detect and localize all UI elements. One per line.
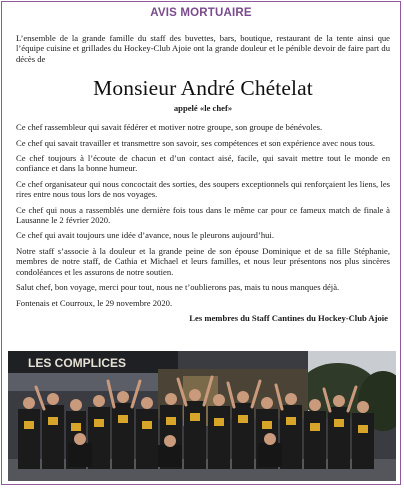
signature: Les membres du Staff Cantines du Hockey-Club Ajoie	[189, 312, 388, 323]
tribute-paragraph: Ce chef qui avait toujours une idée d’avance, nous le pleurons aujourd’hui.	[16, 230, 274, 241]
tribute-paragraph: Ce chef toujours à l’écoute de chacun et d’un contact aisé, facile, qui savait mettre tout le monde en confiance et dans la bonne humeur.	[16, 153, 390, 174]
tribute-paragraph: Ce chef organisateur qui nous concoctait des sorties, des soupers exceptionnels qui renforçaient les liens, les rires entre nous tous lors de nos voyages.	[16, 178, 390, 200]
intro-paragraph: L’ensemble de la grande famille du staff des buvettes, bars, boutique, restaurant de la tente ainsi que l’équipe cuisine et grillades du Hockey-Club Ajoie ont la grande douleur et le pénible devoir de faire part du décès de	[16, 33, 390, 64]
group-photo-illustration	[8, 351, 396, 481]
deceased-name: Monsieur André Chételat	[93, 76, 313, 101]
obituary-notice	[1, 1, 401, 485]
notice-header: AVIS MORTUAIRE	[150, 7, 252, 19]
deceased-nickname: appelé «le chef»	[173, 103, 233, 114]
condolence-paragraph: Notre staff s’associe à la douleur et la grande peine de son épouse Dominique et de sa fille Stéphanie, membres de notre staff, de Cathia et Michael et leurs familles, et nous leur présentons nos plus sincères condoléances et les assurons de notre soutien.	[16, 245, 390, 277]
farewell-paragraph: Salut chef, bon voyage, merci pour tout, nous ne t’oublierons pas, mais tu nous manques déjà.	[16, 282, 340, 293]
tribute-paragraph: Ce chef rassembleur qui savait fédérer et motiver notre groupe, son groupe de bénévoles.	[16, 122, 323, 133]
tribute-paragraph: Ce chef qui nous a rassemblés une dernière fois tous dans le même car pour ce fameux match de finale à Lausanne le 2 février 2020.	[16, 204, 390, 226]
notice-body	[2, 24, 400, 323]
place-date: Fontenais et Courroux, le 29 novembre 2020.	[16, 297, 173, 308]
tribute-paragraph: Ce chef qui savait travailler et transmettre son savoir, ses compétences et son expérience avec nous tous.	[16, 137, 376, 148]
group-photo	[8, 351, 396, 481]
sign-text: LES COMPLICES	[28, 356, 127, 370]
